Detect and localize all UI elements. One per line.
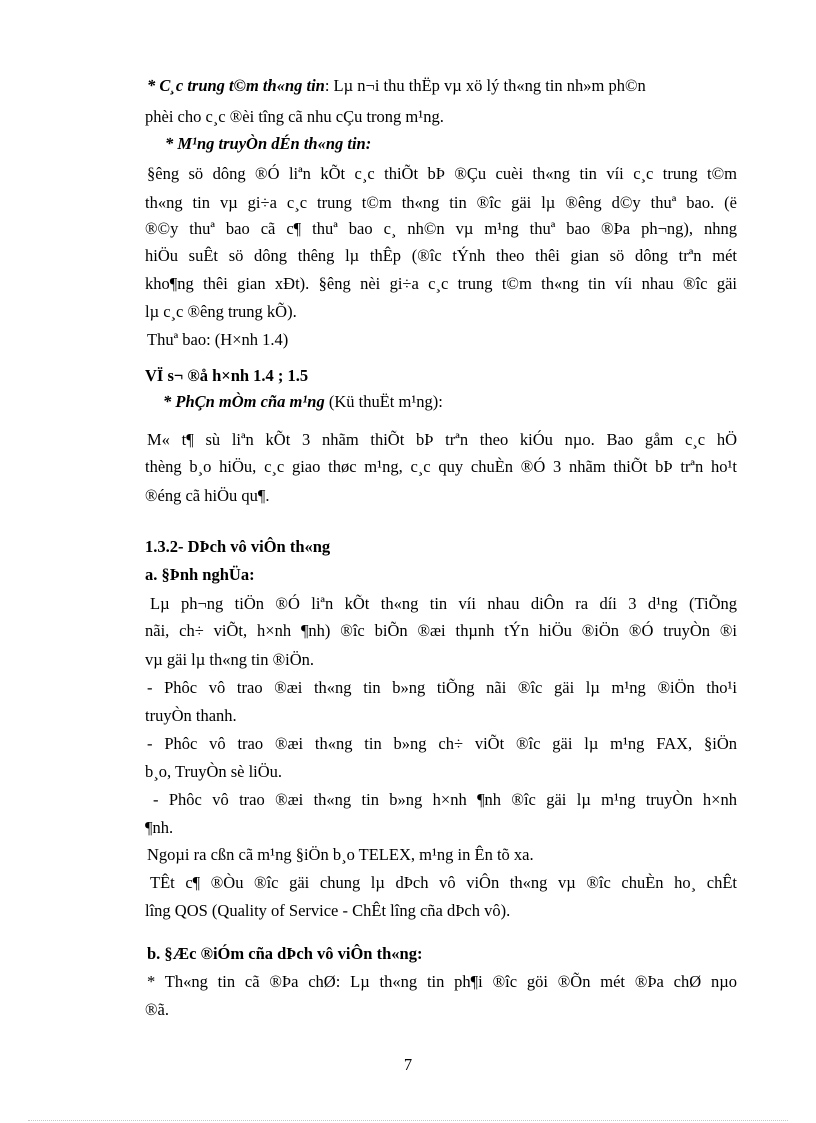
section-heading: VÏ s¬ ®å h×nh 1.4 ; 1.5 <box>145 366 309 385</box>
paragraph-line: TÊt c¶ ®Òu ®îc gäi chung lµ dÞch vô viÔn th«ng vµ ®îc chuÈn ho¸ chÊt <box>150 873 737 892</box>
paragraph-line: thèng b¸o hiÖu, c¸c giao thøc m¹ng, c¸c quy chuÈn ®Ó 3 nhãm thiÕt bÞ trªn ho¹t <box>145 457 737 476</box>
paragraph-line: kho¶ng thêi gian xÐt). §êng nèi gi÷a c¸c trung t©m th«ng tin víi nhau ®îc gäi <box>145 274 737 293</box>
paragraph-line: Ngoµi ra cßn cã m¹ng §iÖn b¸o TELEX, m¹ng in Ên tõ xa. <box>147 845 534 864</box>
bullet-line: - Phôc vô trao ®æi th«ng tin b»ng tiÕng nãi ®îc gäi lµ m¹ng ®iÖn tho¹i <box>147 678 737 697</box>
section-heading: * M¹ng truyÒn dÉn th«ng tin: <box>165 134 372 153</box>
paragraph-line: * Th«ng tin cã ®Þa chØ: Lµ th«ng tin ph¶i ®îc göi ®Õn mét ®Þa chØ nµo <box>147 972 737 991</box>
paragraph-line: hiÖu suÊt sö dông thêng lµ thÊp (®îc tÝnh theo thêi gian sö dông trªn mét <box>145 246 737 265</box>
paragraph-line: vµ gäi lµ th«ng tin ®iÖn. <box>145 650 315 669</box>
paragraph-line: b¸o, TruyÒn sè liÖu. <box>145 762 283 781</box>
paragraph-line: M« t¶ sù liªn kÕt 3 nhãm thiÕt bÞ trªn theo kiÓu nµo. Bao gåm c¸c hÖ <box>147 430 737 449</box>
paragraph-line: Lµ ph¬ng tiÖn ®Ó liªn kÕt th«ng tin víi nhau diÔn ra díi 3 d¹ng (TiÕng <box>150 594 737 613</box>
paragraph-line: ®©y thuª bao cã c¶ thuª bao c¸ nh©n vµ m¹ng thuª bao ®Þa ph¬ng), nhng <box>145 219 737 238</box>
page-number: 7 <box>403 1055 413 1074</box>
text-span: : Lµ n¬i thu thËp vµ xö lý th«ng tin nh»m ph©n <box>324 76 646 95</box>
paragraph-line: nãi, ch÷ viÕt, h×nh ¶nh) ®îc biÕn ®æi thµnh tÝn hiÖu ®iÖn ®Ó truyÒn ®i <box>145 621 737 640</box>
paragraph-line: ¶nh. <box>145 818 174 837</box>
paragraph-line: phèi cho c¸c ®èi tîng cã nhu cÇu trong m¹ng. <box>145 107 444 126</box>
paragraph-line: ®éng cã hiÖu qu¶. <box>145 486 270 505</box>
paragraph-line: truyÒn thanh. <box>145 706 237 725</box>
paragraph-line: lµ c¸c ®êng trung kÕ). <box>145 302 297 321</box>
paragraph-line: §êng sö dông ®Ó liªn kÕt c¸c thiÕt bÞ ®Çu cuèi th«ng tin víi c¸c trung t©m <box>147 164 737 183</box>
paragraph-line: ®ã. <box>145 1000 169 1019</box>
heading-inline: * C¸c trung t©m th«ng tin <box>147 76 325 95</box>
text-span: (Kü thuËt m¹ng): <box>324 392 443 411</box>
page-footer-divider <box>28 1120 788 1121</box>
subsection-heading: b. §Æc ®iÓm cña dÞch vô viÔn th«ng: <box>147 944 423 963</box>
bullet-line: - Phôc vô trao ®æi th«ng tin b»ng ch÷ viÕt ®îc gäi lµ m¹ng FAX, §iÖn <box>147 734 737 753</box>
subsection-heading: a. §Þnh nghÜa: <box>145 565 255 584</box>
paragraph-line <box>163 392 443 412</box>
paragraph-line: lîng QOS (Quality of Service - ChÊt lîng cña dÞch vô). <box>145 901 511 920</box>
paragraph-line: th«ng tin vµ gi÷a c¸c trung t©m th«ng tin ®îc gäi lµ ®êng d©y thuª bao. (ë <box>145 193 737 212</box>
section-heading: 1.3.2- DÞch vô viÔn th«ng <box>145 537 331 556</box>
bullet-line: - Phôc vô trao ®æi th«ng tin b»ng h×nh ¶nh ®îc gäi lµ m¹ng truyÒn h×nh <box>153 790 737 809</box>
heading-inline: * PhÇn mÒm cña m¹ng <box>163 392 325 411</box>
paragraph-line <box>147 76 646 96</box>
paragraph-line: Thuª bao: (H×nh 1.4) <box>147 330 289 349</box>
